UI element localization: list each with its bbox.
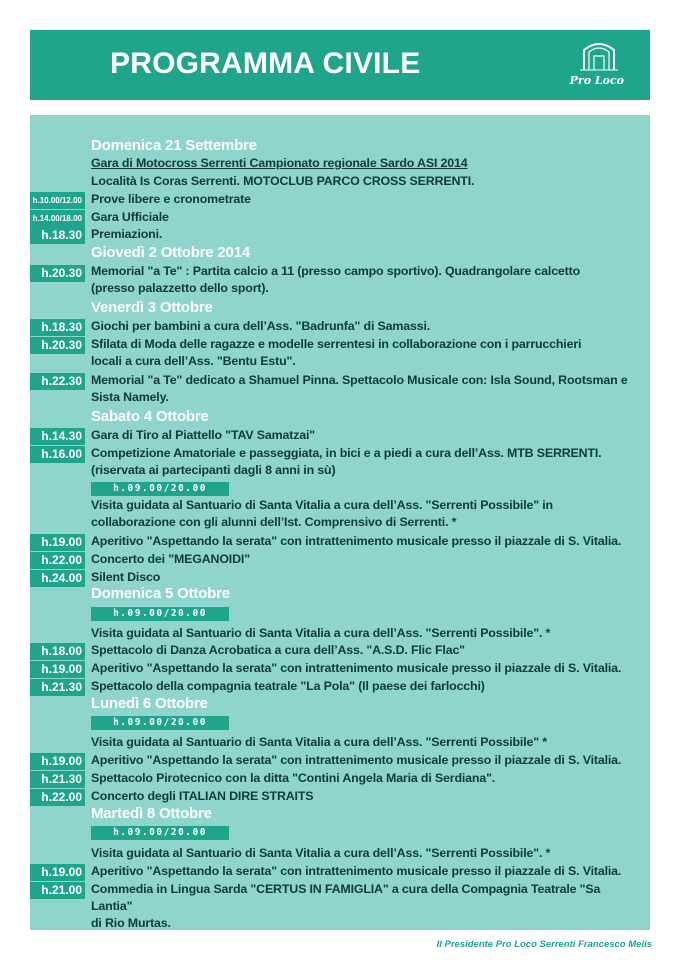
- day-heading: Martedì 8 Ottobre: [91, 805, 212, 822]
- header-banner: [30, 30, 650, 100]
- day-heading: Giovedì 2 Ottobre 2014: [91, 244, 250, 261]
- event-text: Spettacolo di Danza Acrobatica a cura dell’Ass. "A.S.D. Flic Flac": [91, 643, 465, 657]
- event-text: Località Is Coras Serrenti. MOTOCLUB PARCO CROSS SERRENTI.: [91, 174, 475, 188]
- event-time: h.19.00: [30, 864, 85, 881]
- event-time: h.18.00: [30, 643, 85, 660]
- event-text: Aperitivo "Aspettando la serata" con intrattenimento musicale presso il piazzale di S. Vitalia.: [91, 864, 622, 878]
- event-text: Memorial "a Te" dedicato a Shamuel Pinna. Spettacolo Musicale con: Isla Sound, Rootsman e Sista Namely.: [91, 373, 628, 404]
- event-text: Giochi per bambini a cura dell’Ass. "Badrunfa" di Samassi.: [91, 319, 431, 333]
- event-time: h.19.00: [30, 753, 85, 770]
- event-text: Spettacolo della compagnia teatrale "La Pola" (Il paese dei farlocchi): [91, 679, 485, 693]
- time-bar: h.09.00/20.00: [91, 826, 229, 840]
- program-panel: [30, 115, 650, 930]
- event-text: Prove libere e cronometrate: [91, 192, 251, 206]
- time-bar: h.09.00/20.00: [91, 482, 229, 496]
- event-text: Memorial "a Te" : Partita calcio a 11 (presso campo sportivo). Quadrangolare calcetto (presso palazzetto dello sport).: [91, 264, 581, 295]
- event-text: Sfilata di Moda delle ragazze e modelle serrentesi in collaborazione con i parrucchieri locali a cura dell’Ass. "Bentu Estu".: [91, 337, 582, 368]
- event-text: Visita guidata al Santuario di Santa Vitalia a cura dell’Ass. "Serrenti Possibile" *: [91, 735, 547, 749]
- event-time: h.20.30: [30, 265, 85, 282]
- day-heading: Domenica 21 Settembre: [91, 137, 257, 154]
- event-time: h.14.30: [30, 428, 85, 445]
- event-time: h.19.00: [30, 661, 85, 678]
- event-text: Visita guidata al Santuario di Santa Vitalia a cura dell’Ass. "Serrenti Possibile" in collaborazione con gli alunni dell’Ist. Comprensivo di Serrenti. *: [91, 498, 553, 529]
- page-title: PROGRAMMA CIVILE: [110, 47, 421, 80]
- event-text: Visita guidata al Santuario di Santa Vitalia a cura dell’Ass. "Serrenti Possibile". *: [91, 846, 551, 860]
- logo-text: Pro Loco: [569, 74, 624, 87]
- event-time: h.24.00: [30, 570, 85, 587]
- event-text: Gara Ufficiale: [91, 210, 169, 224]
- day-heading: Sabato 4 Ottobre: [91, 408, 209, 425]
- event-time: h.21.30: [30, 679, 85, 696]
- day-heading: Venerdì 3 Ottobre: [91, 299, 213, 316]
- footer-signature: Il Presidente Pro Loco Serrenti Francesco Melis: [436, 939, 652, 950]
- event-text: Concerto degli ITALIAN DIRE STRAITS: [91, 789, 314, 803]
- event-text: Gara di Tiro al Piattello "TAV Samatzai": [91, 428, 316, 442]
- event-time: h.22.30: [30, 373, 85, 390]
- event-time: h.10.00/12.00: [30, 192, 85, 209]
- event-text: Silent Disco: [91, 570, 161, 584]
- event-time: h.18.30: [30, 227, 85, 244]
- event-text: Competizione Amatoriale e passeggiata, in bici e a piedi a cura dell’Ass. MTB SERRENTI. (riservata ai partecipanti dagli 8 anni in sù): [91, 446, 602, 477]
- event-time: h.21.00: [30, 882, 85, 899]
- event-text: Commedia in Lingua Sarda "CERTUS IN FAMIGLIA" a cura della Compagnia Teatrale "Sa Lantia" di Rio Murtas.: [91, 882, 601, 930]
- event-text: Gara di Motocross Serrenti Campionato regionale Sardo ASI 2014: [91, 156, 468, 170]
- event-time: h.22.00: [30, 552, 85, 569]
- day-heading: Lunedì 6 Ottobre: [91, 695, 208, 712]
- event-time: h.22.00: [30, 789, 85, 806]
- event-text: Spettacolo Pirotecnico con la ditta "Contini Angela Maria di Serdiana".: [91, 771, 496, 785]
- day-heading: Domenica 5 Ottobre: [91, 585, 230, 602]
- event-text: Premiazioni.: [91, 227, 163, 241]
- event-time: h.19.00: [30, 534, 85, 551]
- event-text: Concerto dei "MEGANOIDI": [91, 552, 250, 566]
- time-bar: h.09.00/20.00: [91, 607, 229, 621]
- event-text: Aperitivo "Aspettando la serata" con intrattenimento musicale presso il piazzale di S. Vitalia.: [91, 534, 622, 548]
- time-bar: h.09.00/20.00: [91, 716, 229, 730]
- event-time: h.16.00: [30, 446, 85, 463]
- event-time: h.21.30: [30, 771, 85, 788]
- event-time: h.20.30: [30, 337, 85, 354]
- event-time: h.14.00/18.00: [30, 210, 85, 227]
- event-text: Visita guidata al Santuario di Santa Vitalia a cura dell’Ass. "Serrenti Possibile". *: [91, 626, 551, 640]
- event-text: Aperitivo "Aspettando la serata" con intrattenimento musicale presso il piazzale di S. Vitalia.: [91, 661, 622, 675]
- event-text: Aperitivo "Aspettando la serata" con intrattenimento musicale presso il piazzale di S. Vitalia.: [91, 753, 622, 767]
- event-time: h.18.30: [30, 319, 85, 336]
